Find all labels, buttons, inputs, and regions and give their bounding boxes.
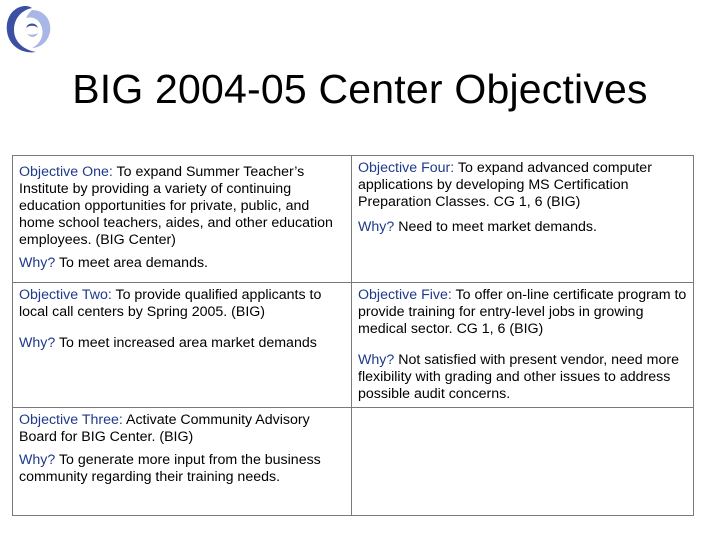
objective-two-text: [19, 287, 345, 321]
page-title: BIG 2004-05 Center Objectives: [72, 66, 648, 112]
objective-five-cell: [352, 283, 694, 408]
objective-four-cell: [352, 156, 694, 283]
objective-four-label: Objective Four:: [358, 160, 455, 176]
objective-two-why-text: To meet increased area market demands: [55, 335, 317, 351]
swirl-logo-icon: [2, 2, 54, 58]
objective-five-text: [358, 287, 687, 338]
empty-cell: [352, 408, 694, 516]
objective-three-why-label: Why?: [19, 452, 56, 468]
objective-five-description: To offer on-line certificate program to provide training for entry-level jobs in growing medical sector. CG 1, 6 (BIG): [358, 287, 687, 337]
objective-one-cell: [13, 156, 352, 283]
objectives-table: [12, 155, 694, 516]
objective-two-label: Objective Two:: [19, 287, 112, 303]
objective-two-cell: [13, 283, 352, 408]
objective-four-why-label: Why?: [358, 219, 395, 235]
objective-five-label: Objective Five:: [358, 287, 452, 303]
objective-two-why: [19, 335, 345, 352]
objective-one-why-label: Why?: [19, 255, 56, 271]
objective-four-why: [358, 219, 687, 236]
objective-one-why-text: To meet area demands.: [55, 255, 209, 271]
objective-five-why: [358, 352, 687, 403]
table-row: [13, 408, 694, 516]
objective-five-why-label: Why?: [358, 352, 395, 368]
objective-four-description: To expand advanced computer applications by developing MS Certification Preparation Classes. CG 1, 6 (BIG): [358, 160, 652, 210]
table-row: [13, 156, 694, 283]
objective-two-why-label: Why?: [19, 335, 56, 351]
objective-four-why-text: Need to meet market demands.: [394, 219, 597, 235]
objective-one-text: [19, 164, 345, 249]
objective-one-why: [19, 255, 345, 272]
objective-three-why: [19, 452, 345, 486]
table-row: [13, 283, 694, 408]
objective-one-description: To expand Summer Teacher’s Institute by providing a variety of continuing education opportunities for private, public, and home school teachers, aides, and other education employees. (BIG Center): [19, 164, 333, 248]
objective-three-description: Activate Community Advisory Board for BIG Center. (BIG): [19, 412, 310, 445]
objective-four-text: [358, 160, 687, 211]
objective-three-why-text: To generate more input from the business community regarding their training needs.: [19, 452, 321, 485]
objective-five-why-text: Not satisfied with present vendor, need more flexibility with grading and other issues to address possible audit concerns.: [358, 352, 679, 402]
objective-one-label: Objective One:: [19, 164, 113, 180]
objective-three-cell: [13, 408, 352, 516]
objective-two-description: To provide qualified applicants to local call centers by Spring 2005. (BIG): [19, 287, 322, 320]
objective-three-label: Objective Three:: [19, 412, 123, 428]
objective-three-text: [19, 412, 345, 446]
